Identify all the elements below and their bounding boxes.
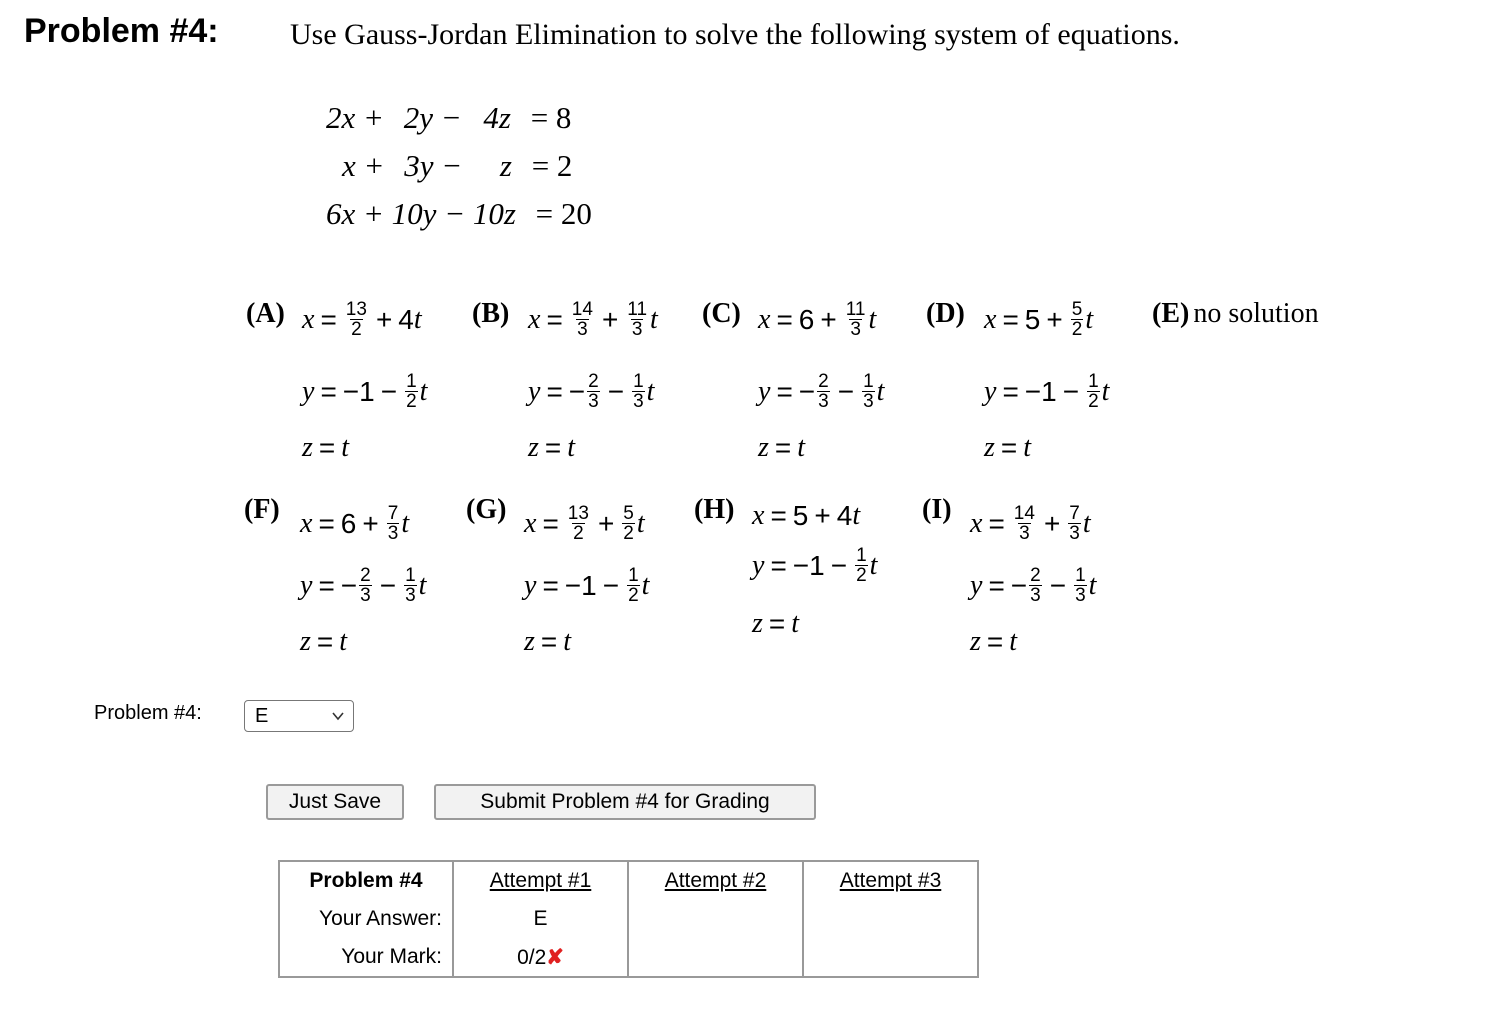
table-row <box>279 900 978 938</box>
option-c-y: y = − $\frac{2}{3}$ − $\frac{1}{3}$ t <box>758 371 885 412</box>
attempt-2-link[interactable]: Attempt #2 <box>664 869 767 892</box>
option-a-z: z = t <box>302 432 350 463</box>
option-d-z: z = t <box>984 432 1032 463</box>
option-g-y: y = −1 − $\frac{1}{2}$ t <box>524 565 650 606</box>
attempt-2-mark <box>628 938 803 977</box>
option-b-y: y = − $\frac{2}{3}$ − $\frac{1}{3}$ t <box>528 371 655 412</box>
option-e-label: (E) <box>1152 298 1190 329</box>
option-e <box>1152 298 1319 330</box>
eq1-rhs: = 8 <box>530 100 572 135</box>
your-answer-label: Your Answer: <box>279 900 453 938</box>
just-save-button[interactable]: Just Save <box>266 784 404 820</box>
eq2-term-y: 3y − <box>404 148 463 183</box>
option-c-label: (C) <box>702 298 741 329</box>
problem-instruction: Use Gauss-Jordan Elimination to solve the following system of equations. <box>290 18 1180 51</box>
eq1-term-z: 4z <box>483 100 511 135</box>
option-b-label: (B) <box>472 298 510 329</box>
eq3-lhs: 6x + 10y − 10z <box>326 196 516 231</box>
option-g-z: z = t <box>524 626 572 657</box>
attempt-3-mark <box>803 938 978 977</box>
incorrect-x-icon: ✘ <box>546 945 564 969</box>
option-a-y: y = −1 − $\frac{1}{2}$ t <box>302 371 428 412</box>
your-mark-label: Your Mark: <box>279 938 453 977</box>
eq1-term-y: 2y − <box>403 100 462 135</box>
attempt-3-answer <box>803 900 978 938</box>
option-b-x: x = $\frac{14}{3}$ + $\frac{11}{3}$ t <box>528 299 658 340</box>
option-f-x: x = 6 + $\frac{7}{3}$ t <box>300 503 410 544</box>
equation-1 <box>326 100 571 136</box>
option-a-label: (A) <box>246 298 285 329</box>
table-row <box>279 938 978 977</box>
eq1-term-x: 2x + <box>326 100 384 135</box>
option-h-label: (H) <box>694 494 735 525</box>
table-header-problem: Problem #4 <box>279 861 453 900</box>
problem-title: Problem #4: <box>24 12 219 50</box>
option-f-y: y = − $\frac{2}{3}$ − $\frac{1}{3}$ t <box>300 565 427 606</box>
option-f-label: (F) <box>244 494 280 525</box>
option-h-y: y = −1 − $\frac{1}{2}$ t <box>752 545 878 586</box>
option-c-x: x = 6 + $\frac{11}{3}$ t <box>758 299 877 340</box>
option-i-label: (I) <box>922 494 952 525</box>
attempt-1-mark <box>453 938 628 977</box>
attempt-3-link[interactable]: Attempt #3 <box>839 869 942 892</box>
table-row <box>279 861 978 900</box>
option-i-y: y = − $\frac{2}{3}$ − $\frac{1}{3}$ t <box>970 565 1097 606</box>
option-i-z: z = t <box>970 626 1018 657</box>
attempt-2-answer <box>628 900 803 938</box>
answer-select[interactable] <box>244 700 354 732</box>
attempt-1-link[interactable]: Attempt #1 <box>489 869 592 892</box>
equation-2 <box>342 148 572 184</box>
answer-label: Problem #4: <box>94 702 202 724</box>
eq2-rhs: = 2 <box>531 148 573 183</box>
attempts-table <box>278 860 979 978</box>
option-c-z: z = t <box>758 432 806 463</box>
chevron-down-icon <box>331 709 345 723</box>
option-e-text: no solution <box>1193 298 1319 329</box>
option-d-x: x = 5 + $\frac{5}{2}$ t <box>984 299 1094 340</box>
option-b-z: z = t <box>528 432 576 463</box>
answer-select-value: E <box>255 705 269 727</box>
attempt-1-mark-value: 0/2 <box>517 945 547 969</box>
eq3-rhs: = 20 <box>535 196 592 231</box>
option-h-z: z = t <box>752 608 800 639</box>
option-g-x: x = $\frac{13}{2}$ + $\frac{5}{2}$ t <box>524 503 645 544</box>
submit-button[interactable]: Submit Problem #4 for Grading <box>434 784 816 820</box>
attempt-1-answer: E <box>453 900 628 938</box>
option-d-y: y = −1 − $\frac{1}{2}$ t <box>984 371 1110 412</box>
eq2-term-z: z <box>499 148 512 183</box>
option-g-label: (G) <box>466 494 507 525</box>
option-a-x: x = $\frac{13}{2}$ + 4 t <box>302 299 422 340</box>
eq2-term-x: x + <box>342 148 385 183</box>
equation-3 <box>326 196 592 232</box>
option-d-label: (D) <box>926 298 965 329</box>
option-i-x: x = $\frac{14}{3}$ + $\frac{7}{3}$ t <box>970 503 1091 544</box>
option-h-x: x = 5 + 4 t <box>752 500 861 531</box>
option-f-z: z = t <box>300 626 348 657</box>
